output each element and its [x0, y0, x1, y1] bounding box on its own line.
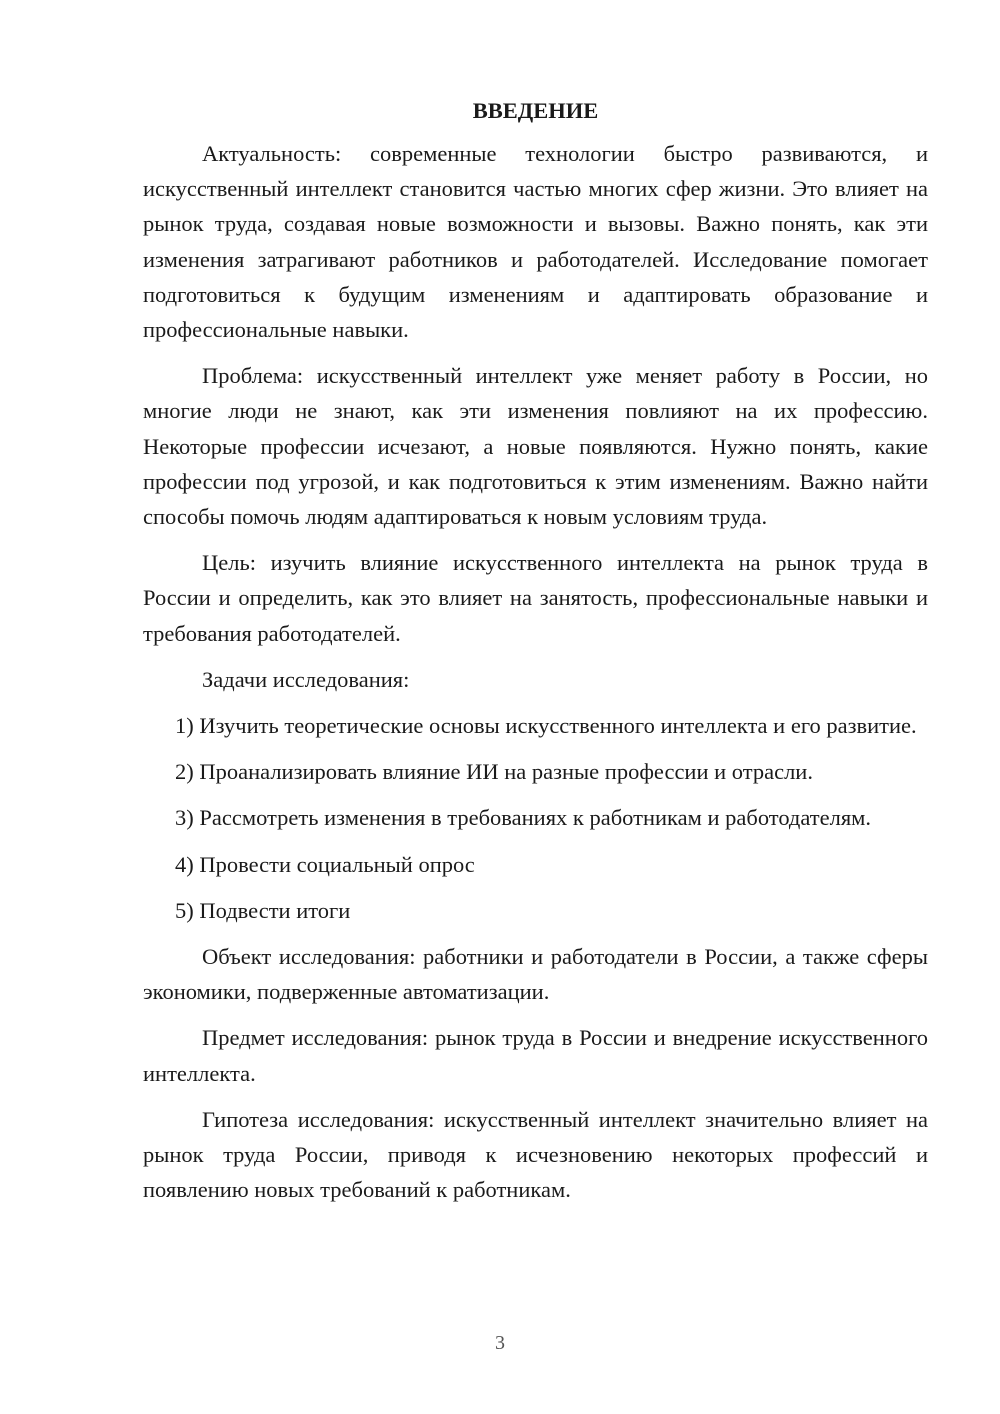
paragraph-problem: Проблема: искусственный интеллект уже меняет работу в России, но многие люди не знают, как эти изменения повлияют на их профессию. Некоторые профессии исчезают, а новые появляются. Нужно понять, какие профессии под угрозой, и как подготовиться к этим изменениям. Важно найти способы помочь людям адаптироваться к новым условиям труда. [143, 363, 928, 530]
paragraph-subject: Предмет исследования: рынок труда в России и внедрение искусственного интеллекта. [143, 1025, 928, 1086]
page-number: 3 [495, 1332, 505, 1354]
paragraph-relevance: Актуальность: современные технологии быстро развиваются, и искусственный интеллект становится частью многих сфер жизни. Это влияет на рынок труда, создавая новые возможности и вызовы. Важно понять, как эти изменения затрагивают работников и работодателей. Исследование помогает подготовиться к будущим изменениям и адаптировать образование и профессиональные навыки. [143, 141, 928, 343]
task-item-4: 4) Провести социальный опрос [175, 851, 475, 877]
paragraph-hypothesis: Гипотеза исследования: искусственный интеллект значительно влияет на рынок труда России, приводя к исчезновению некоторых профессий и появлению новых требований к работникам. [143, 1106, 928, 1203]
paragraph-goal: Цель: изучить влияние искусственного интеллекта на рынок труда в России и определить, как это влияет на занятость, профессиональные навыки и требования работодателей. [143, 550, 928, 646]
task-item-1: 1) Изучить теоретические основы искусственного интеллекта и его развитие. [175, 713, 917, 739]
section-title: ВВЕДЕНИЕ [472, 98, 599, 123]
tasks-heading: Задачи исследования: [202, 666, 410, 692]
task-item-3: 3) Рассмотреть изменения в требованиях к работникам и работодателям. [175, 805, 872, 831]
document-page [143, 96, 928, 1218]
task-item-5: 5) Подвести итоги [175, 897, 351, 923]
paragraph-object: Объект исследования: работники и работодатели в России, а также сферы экономики, подверженные автоматизации. [143, 944, 928, 1005]
task-item-2: 2) Проанализировать влияние ИИ на разные профессии и отрасли. [175, 759, 813, 785]
